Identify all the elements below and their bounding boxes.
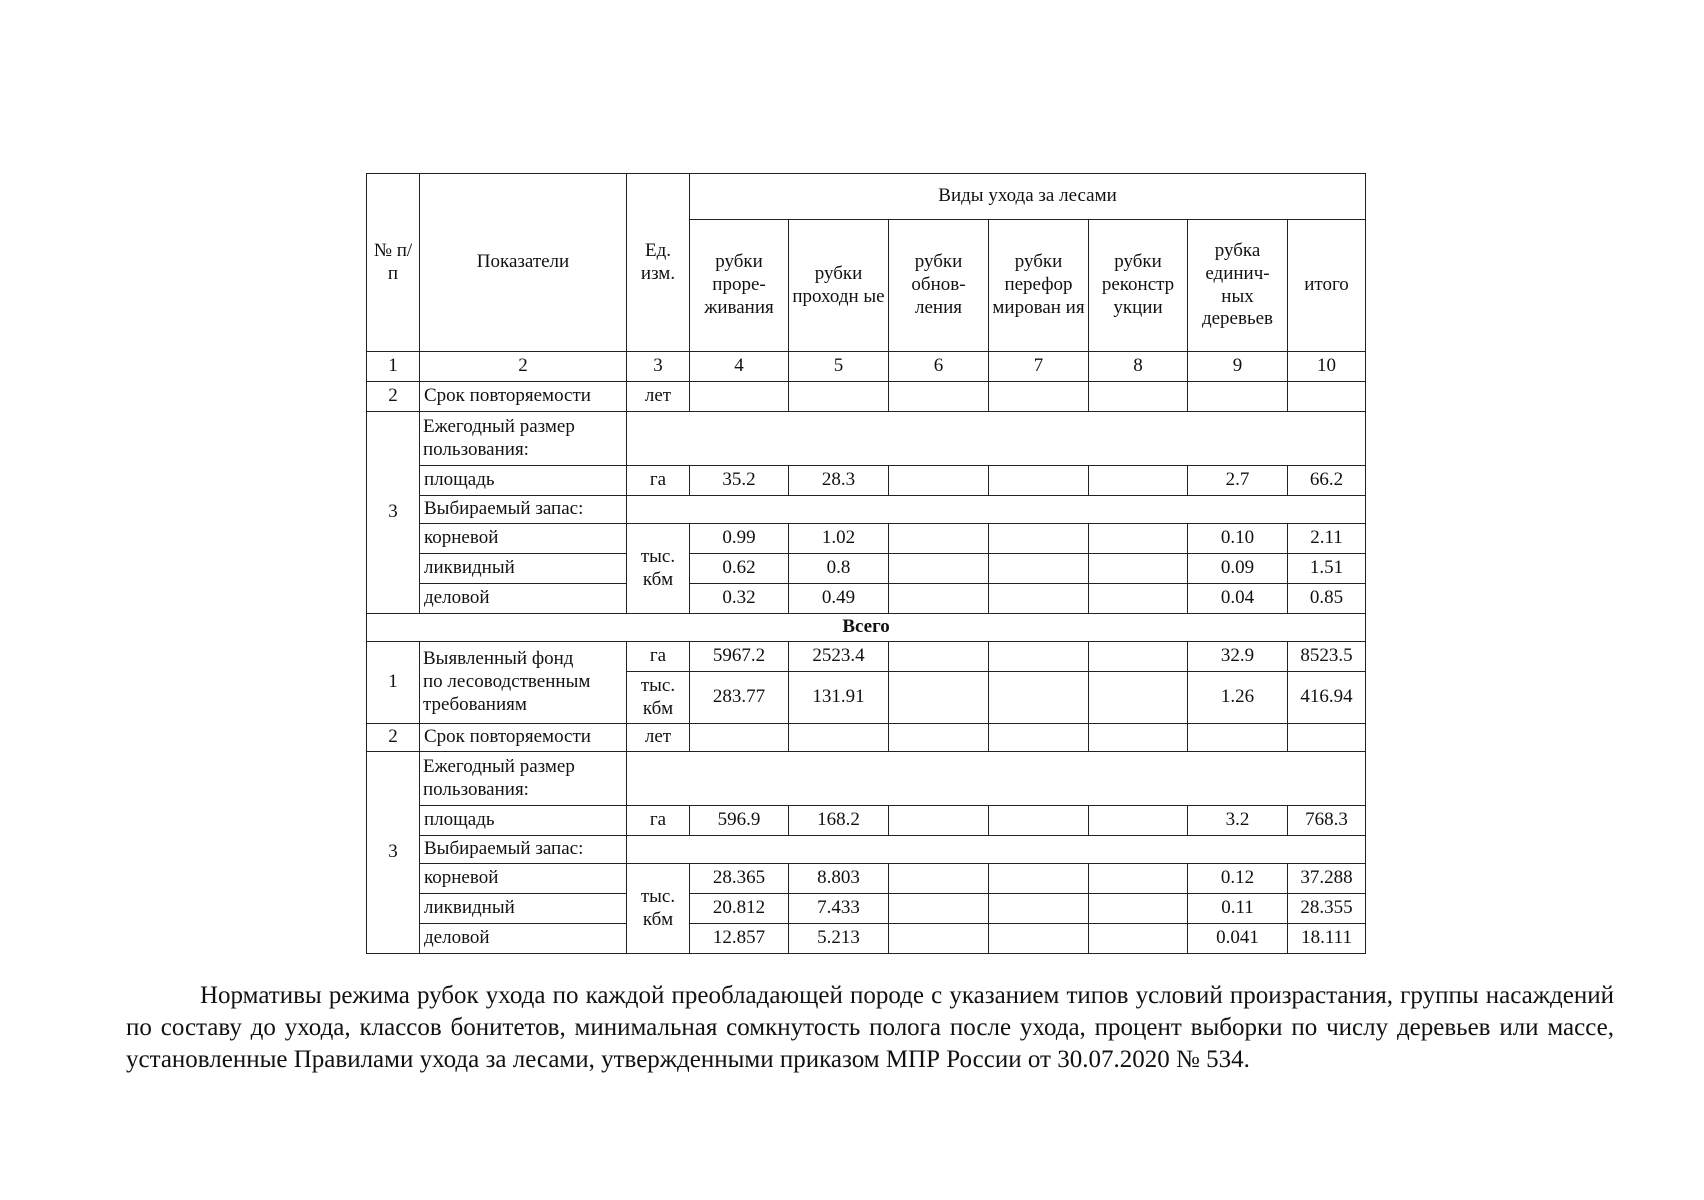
value-cell <box>889 864 989 894</box>
table-row <box>367 864 1366 894</box>
row-label: Срок повторяемости <box>420 382 627 412</box>
value-cell: 596.9 <box>690 806 789 836</box>
header-row <box>367 174 1366 220</box>
value-cell: 2.7 <box>1188 466 1288 496</box>
section-title-row <box>367 614 1366 642</box>
label-line: требованиям <box>423 693 527 715</box>
column-number: 7 <box>989 352 1089 382</box>
value-cell: 12.857 <box>690 924 789 954</box>
value-cell: 18.111 <box>1288 924 1366 954</box>
row-label <box>420 642 627 724</box>
header-group-title: Виды ухода за лесами <box>690 174 1366 220</box>
value-cell <box>1089 642 1188 672</box>
row-label: Ежегодный размер пользования: <box>420 412 627 466</box>
value-cell <box>889 466 989 496</box>
value-cell: 0.62 <box>690 554 789 584</box>
value-cell: 28.365 <box>690 864 789 894</box>
value-cell <box>889 382 989 412</box>
value-cell: 66.2 <box>1288 466 1366 496</box>
header-num: № п/п <box>367 174 420 352</box>
value-cell <box>989 924 1089 954</box>
value-cell <box>1089 584 1188 614</box>
row-label: корневой <box>420 524 627 554</box>
value-cell: 168.2 <box>789 806 889 836</box>
row-number: 3 <box>367 752 420 954</box>
unit-cell: га <box>627 466 690 496</box>
unit-cell: лет <box>627 724 690 752</box>
value-cell: 0.04 <box>1188 584 1288 614</box>
row-label: Срок повторяемости <box>420 724 627 752</box>
value-cell <box>989 642 1089 672</box>
unit-cell: га <box>627 642 690 672</box>
value-cell: 1.51 <box>1288 554 1366 584</box>
value-cell <box>1188 724 1288 752</box>
row-label: ликвидный <box>420 554 627 584</box>
column-number: 2 <box>420 352 627 382</box>
column-number: 6 <box>889 352 989 382</box>
regulation-note: Нормативы режима рубок ухода по каждой преобладающей породе с указанием типов условий произрастания, группы насаждений по составу до ухода, классов бонитетов, минимальная сомкнутость полога после ухода, процент выборки по числу деревьев или массе, установленные Правилами ухода за лесами, утвержденными приказом МПР России от 30.07.2020 № 534. <box>126 982 1614 1073</box>
value-cell <box>889 724 989 752</box>
value-cell: 37.288 <box>1288 864 1366 894</box>
value-cell <box>889 924 989 954</box>
value-cell <box>889 806 989 836</box>
table-row <box>367 724 1366 752</box>
value-cell <box>989 864 1089 894</box>
table-row <box>367 584 1366 614</box>
row-label: площадь <box>420 806 627 836</box>
value-cell: 131.91 <box>789 672 889 724</box>
label-line: по лесоводственным <box>423 671 591 693</box>
row-number: 1 <box>367 642 420 724</box>
column-number: 4 <box>690 352 789 382</box>
column-number: 5 <box>789 352 889 382</box>
value-cell: 0.11 <box>1188 894 1288 924</box>
value-cell <box>1188 382 1288 412</box>
value-cell <box>989 584 1089 614</box>
value-cell: 0.85 <box>1288 584 1366 614</box>
header-type: рубки проходн ые <box>789 220 889 352</box>
row-number: 3 <box>367 412 420 614</box>
value-cell: 2.11 <box>1288 524 1366 554</box>
value-cell: 32.9 <box>1188 642 1288 672</box>
table-row <box>367 524 1366 554</box>
value-cell: 20.812 <box>690 894 789 924</box>
value-cell <box>690 382 789 412</box>
unit-cell: лет <box>627 382 690 412</box>
value-cell: 35.2 <box>690 466 789 496</box>
column-number: 8 <box>1089 352 1188 382</box>
header-type: рубка единич-ных деревьев <box>1188 220 1288 352</box>
table-row <box>367 412 1366 466</box>
value-cell <box>989 524 1089 554</box>
value-cell: 28.355 <box>1288 894 1366 924</box>
value-cell: 28.3 <box>789 466 889 496</box>
value-cell: 0.8 <box>789 554 889 584</box>
value-cell: 416.94 <box>1288 672 1366 724</box>
value-cell <box>1089 894 1188 924</box>
value-cell <box>989 554 1089 584</box>
row-label: деловой <box>420 924 627 954</box>
value-cell: 2523.4 <box>789 642 889 672</box>
value-cell <box>1089 672 1188 724</box>
value-cell: 1.26 <box>1188 672 1288 724</box>
value-cell <box>889 642 989 672</box>
value-cell <box>989 724 1089 752</box>
value-cell <box>1089 554 1188 584</box>
value-cell <box>1089 466 1188 496</box>
value-cell <box>1089 382 1188 412</box>
value-cell <box>1089 806 1188 836</box>
table-row <box>367 924 1366 954</box>
table-row <box>367 466 1366 496</box>
value-cell <box>1288 382 1366 412</box>
row-label: Выбираемый запас: <box>420 496 627 524</box>
row-label: деловой <box>420 584 627 614</box>
value-cell: 0.49 <box>789 584 889 614</box>
table-row <box>367 496 1366 524</box>
blank-span <box>627 496 1366 524</box>
section-title: Всего <box>367 614 1366 642</box>
value-cell: 0.041 <box>1188 924 1288 954</box>
value-cell: 768.3 <box>1288 806 1366 836</box>
value-cell: 0.99 <box>690 524 789 554</box>
table-row <box>367 836 1366 864</box>
table-row <box>367 752 1366 806</box>
column-number-row <box>367 352 1366 382</box>
blank-span <box>627 412 1366 466</box>
column-number: 1 <box>367 352 420 382</box>
value-cell <box>989 672 1089 724</box>
value-cell: 0.32 <box>690 584 789 614</box>
value-cell <box>789 724 889 752</box>
value-cell <box>989 466 1089 496</box>
header-type: рубки обнов-ления <box>889 220 989 352</box>
forest-care-table <box>366 173 1366 954</box>
value-cell: 0.09 <box>1188 554 1288 584</box>
value-cell: 0.10 <box>1188 524 1288 554</box>
row-number: 2 <box>367 724 420 752</box>
label-line: Выявленный фонд <box>423 648 574 670</box>
value-cell <box>1089 524 1188 554</box>
value-cell <box>989 806 1089 836</box>
blank-span <box>627 836 1366 864</box>
blank-span <box>627 752 1366 806</box>
value-cell <box>1089 864 1188 894</box>
table-row <box>367 806 1366 836</box>
header-type: рубки перефор мирован ия <box>989 220 1089 352</box>
row-label: площадь <box>420 466 627 496</box>
header-type: рубки проре-живания <box>690 220 789 352</box>
unit-cell: га <box>627 806 690 836</box>
row-number: 2 <box>367 382 420 412</box>
value-cell: 5967.2 <box>690 642 789 672</box>
value-cell: 5.213 <box>789 924 889 954</box>
row-label: Выбираемый запас: <box>420 836 627 864</box>
row-label: Ежегодный размер пользования: <box>420 752 627 806</box>
table-row <box>367 894 1366 924</box>
column-number: 10 <box>1288 352 1366 382</box>
value-cell <box>789 382 889 412</box>
value-cell <box>889 894 989 924</box>
value-cell <box>889 524 989 554</box>
value-cell <box>1089 724 1188 752</box>
value-cell: 7.433 <box>789 894 889 924</box>
row-label: корневой <box>420 864 627 894</box>
table-row <box>367 642 1366 672</box>
value-cell <box>989 382 1089 412</box>
header-type: итого <box>1288 220 1366 352</box>
value-cell <box>889 672 989 724</box>
unit-cell: тыс. кбм <box>627 524 690 614</box>
value-cell: 3.2 <box>1188 806 1288 836</box>
header-type: рубки реконстр укции <box>1089 220 1188 352</box>
column-number: 3 <box>627 352 690 382</box>
table-row <box>367 554 1366 584</box>
value-cell: 8523.5 <box>1288 642 1366 672</box>
value-cell <box>889 584 989 614</box>
unit-cell: тыс. кбм <box>627 672 690 724</box>
column-number: 9 <box>1188 352 1288 382</box>
value-cell <box>1288 724 1366 752</box>
value-cell <box>1089 924 1188 954</box>
value-cell: 8.803 <box>789 864 889 894</box>
value-cell <box>989 894 1089 924</box>
value-cell <box>889 554 989 584</box>
value-cell <box>690 724 789 752</box>
unit-cell: тыс. кбм <box>627 864 690 954</box>
row-label: ликвидный <box>420 894 627 924</box>
header-indicator: Показатели <box>420 174 627 352</box>
value-cell: 283.77 <box>690 672 789 724</box>
value-cell: 0.12 <box>1188 864 1288 894</box>
header-unit: Ед. изм. <box>627 174 690 352</box>
table-row <box>367 382 1366 412</box>
value-cell: 1.02 <box>789 524 889 554</box>
